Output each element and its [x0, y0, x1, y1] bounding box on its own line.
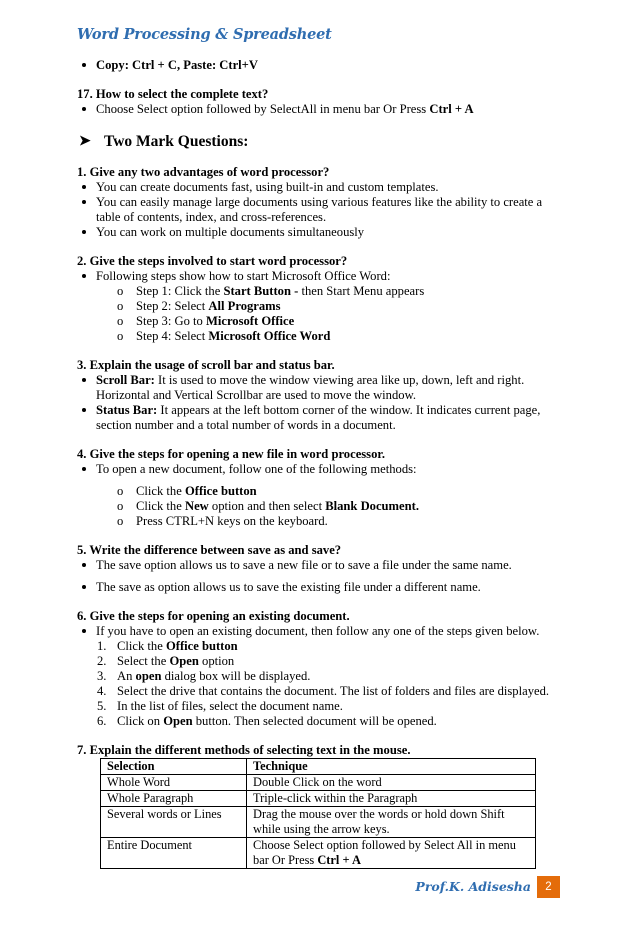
question-5: 5. Write the difference between save as and save?	[77, 543, 342, 557]
question-7: 7. Explain the different methods of selecting text in the mouse.	[77, 743, 411, 757]
list-item: The save as option allows us to save the existing file under a different name.	[77, 580, 562, 595]
sub-list-item: o Step 1: Click the Start Button - then Start Menu appears	[117, 284, 425, 298]
numbered-item: 1. Click the Office button	[97, 639, 238, 653]
list-item: Following steps show how to start Microsoft Office Word:	[77, 269, 562, 284]
selection-techniques-table	[100, 758, 536, 869]
table-cell: Whole Word	[101, 775, 247, 791]
table-cell: Choose Select option followed by Select All in menu bar Or Press Ctrl + A	[247, 838, 536, 869]
sub-list-item: o Click the New option and then select Blank Document.	[117, 499, 419, 513]
question-1: 1. Give any two advantages of word processor?	[77, 165, 330, 179]
table-header-cell: Technique	[247, 759, 536, 775]
sub-list-item: o Press CTRL+N keys on the keyboard.	[117, 514, 328, 528]
table-row	[101, 775, 536, 791]
footer-author: Prof.K. Adisesha	[415, 879, 531, 894]
table-cell: Entire Document	[101, 838, 247, 869]
question-17: 17. How to select the complete text?	[77, 87, 269, 101]
section-heading: ➤ Two Mark Questions:	[79, 133, 249, 150]
page-header-title: Word Processing & Spreadsheet	[77, 26, 332, 43]
sub-list-item: o Click the Office button	[117, 484, 257, 498]
table-row	[101, 838, 536, 869]
question-2: 2. Give the steps involved to start word processor?	[77, 254, 348, 268]
table-header-row	[101, 759, 536, 775]
numbered-item: 2. Select the Open option	[97, 654, 235, 668]
arrow-bullet-icon: ➤	[79, 134, 91, 149]
list-item: Copy: Ctrl + C, Paste: Ctrl+V	[77, 58, 562, 73]
numbered-item: 4. Select the drive that contains the document. The list of folders and files are displayed.	[97, 684, 550, 698]
list-item: Choose Select option followed by SelectAll in menu bar Or Press Ctrl + A	[77, 102, 562, 117]
list-item: You can work on multiple documents simultaneously	[77, 225, 562, 240]
list-item: You can create documents fast, using built-in and custom templates.	[77, 180, 562, 195]
table-row	[101, 791, 536, 807]
table-row	[101, 807, 536, 838]
list-item: To open a new document, follow one of the following methods:	[77, 462, 562, 477]
document-body	[77, 58, 562, 869]
question-6: 6. Give the steps for opening an existing document.	[77, 609, 350, 623]
list-item: If you have to open an existing document, then follow any one of the steps given below.	[77, 624, 562, 639]
table-cell: Drag the mouse over the words or hold down Shift while using the arrow keys.	[247, 807, 536, 838]
table-cell: Several words or Lines	[101, 807, 247, 838]
question-4: 4. Give the steps for opening a new file in word processor.	[77, 447, 385, 461]
sub-list-item: o Step 3: Go to Microsoft Office	[117, 314, 295, 328]
list-item: Status Bar: It appears at the left bottom corner of the window. It indicates current page, section number and a total number of words in a document.	[77, 403, 562, 433]
numbered-item: 3. An open dialog box will be displayed.	[97, 669, 311, 683]
question-3: 3. Explain the usage of scroll bar and status bar.	[77, 358, 335, 372]
table-cell: Whole Paragraph	[101, 791, 247, 807]
list-item: Scroll Bar: It is used to move the window viewing area like up, down, left and right. Horizontal and Vertical Scrollbar are used to move the window.	[77, 373, 562, 403]
numbered-item: 5. In the list of files, select the document name.	[97, 699, 343, 713]
sub-list-item: o Step 2: Select All Programs	[117, 299, 281, 313]
table-header-cell: Selection	[101, 759, 247, 775]
list-item: The save option allows us to save a new file or to save a file under the same name.	[77, 558, 562, 573]
numbered-item: 6. Click on Open button. Then selected document will be opened.	[97, 714, 437, 728]
list-item: You can easily manage large documents using various features like the ability to create a table of contents, index, and cross-references.	[77, 195, 562, 225]
table-cell: Triple-click within the Paragraph	[247, 791, 536, 807]
table-cell: Double Click on the word	[247, 775, 536, 791]
page-footer	[0, 876, 638, 898]
page-number-badge: 2	[537, 876, 560, 898]
sub-list-item: o Step 4: Select Microsoft Office Word	[117, 329, 331, 343]
